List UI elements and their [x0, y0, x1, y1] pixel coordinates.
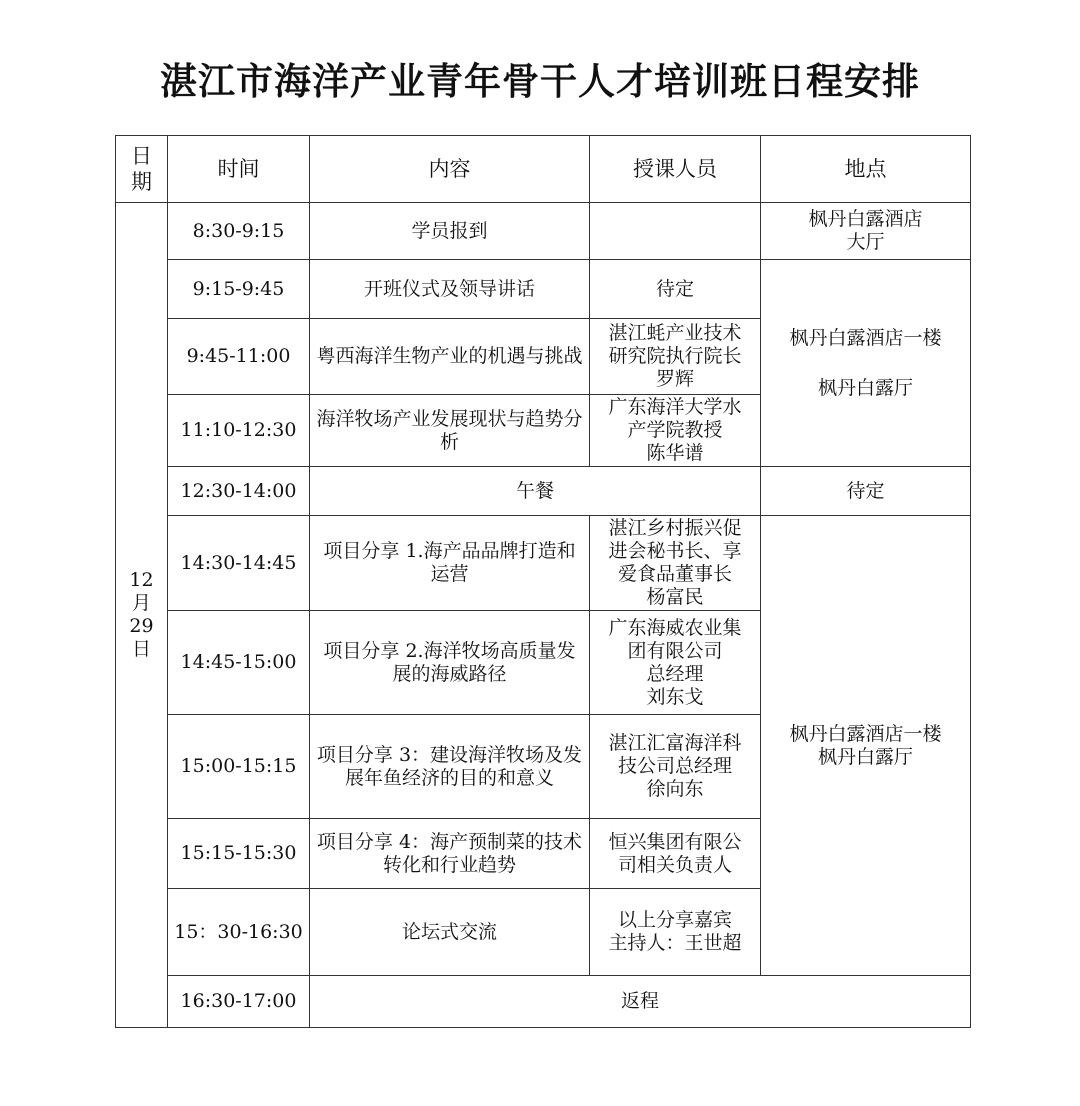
speaker-cell: 待定 — [590, 260, 761, 319]
content-cell: 项目分享 2.海洋牧场高质量发展的海威路径 — [310, 611, 590, 715]
table-row — [116, 976, 971, 1028]
table-row — [116, 467, 971, 516]
header-speaker: 授课人员 — [590, 136, 761, 203]
time-cell: 14:30-14:45 — [168, 516, 310, 611]
time-cell: 9:15-9:45 — [168, 260, 310, 319]
time-cell: 16:30-17:00 — [168, 976, 310, 1028]
time-cell: 14:45-15:00 — [168, 611, 310, 715]
location-cell: 枫丹白露酒店一楼 枫丹白露厅 — [761, 516, 971, 976]
content-cell: 项目分享 4：海产预制菜的技术转化和行业趋势 — [310, 819, 590, 889]
speaker-cell: 广东海洋大学水 产学院教授 陈华谱 — [590, 395, 761, 467]
table-row — [116, 203, 971, 260]
speaker-cell: 广东海威农业集 团有限公司 总经理 刘东戈 — [590, 611, 761, 715]
content-cell: 午餐 — [310, 467, 761, 516]
content-cell: 粤西海洋生物产业的机遇与挑战 — [310, 319, 590, 395]
content-cell: 项目分享 1.海产品品牌打造和运营 — [310, 516, 590, 611]
content-cell: 返程 — [310, 976, 971, 1028]
content-cell: 学员报到 — [310, 203, 590, 260]
time-cell: 9:45-11:00 — [168, 319, 310, 395]
time-cell: 12:30-14:00 — [168, 467, 310, 516]
speaker-cell: 湛江乡村振兴促 进会秘书长、享 爱食品董事长 杨富民 — [590, 516, 761, 611]
header-date: 日 期 — [116, 136, 168, 203]
speaker-cell: 恒兴集团有限公 司相关负责人 — [590, 819, 761, 889]
speaker-cell — [590, 203, 761, 260]
location-cell: 待定 — [761, 467, 971, 516]
location-cell: 枫丹白露酒店 大厅 — [761, 203, 971, 260]
time-cell: 15：30-16:30 — [168, 889, 310, 976]
time-cell: 15:00-15:15 — [168, 715, 310, 819]
location-cell: 枫丹白露酒店一楼 枫丹白露厅 — [761, 260, 971, 467]
table-row — [116, 516, 971, 611]
time-cell: 11:10-12:30 — [168, 395, 310, 467]
page-title: 湛江市海洋产业青年骨干人才培训班日程安排 — [160, 60, 920, 103]
speaker-cell: 以上分享嘉宾 主持人：王世超 — [590, 889, 761, 976]
schedule-table — [115, 135, 971, 1028]
header-time: 时间 — [168, 136, 310, 203]
header-location: 地点 — [761, 136, 971, 203]
content-cell: 开班仪式及领导讲话 — [310, 260, 590, 319]
time-cell: 8:30-9:15 — [168, 203, 310, 260]
content-cell: 海洋牧场产业发展现状与趋势分析 — [310, 395, 590, 467]
date-cell: 12 月 29 日 — [116, 203, 168, 1028]
content-cell: 论坛式交流 — [310, 889, 590, 976]
table-row — [116, 260, 971, 319]
header-row — [116, 136, 971, 203]
header-content: 内容 — [310, 136, 590, 203]
speaker-cell: 湛江汇富海洋科 技公司总经理 徐向东 — [590, 715, 761, 819]
time-cell: 15:15-15:30 — [168, 819, 310, 889]
speaker-cell: 湛江蚝产业技术 研究院执行院长 罗辉 — [590, 319, 761, 395]
content-cell: 项目分享 3：建设海洋牧场及发展年鱼经济的目的和意义 — [310, 715, 590, 819]
